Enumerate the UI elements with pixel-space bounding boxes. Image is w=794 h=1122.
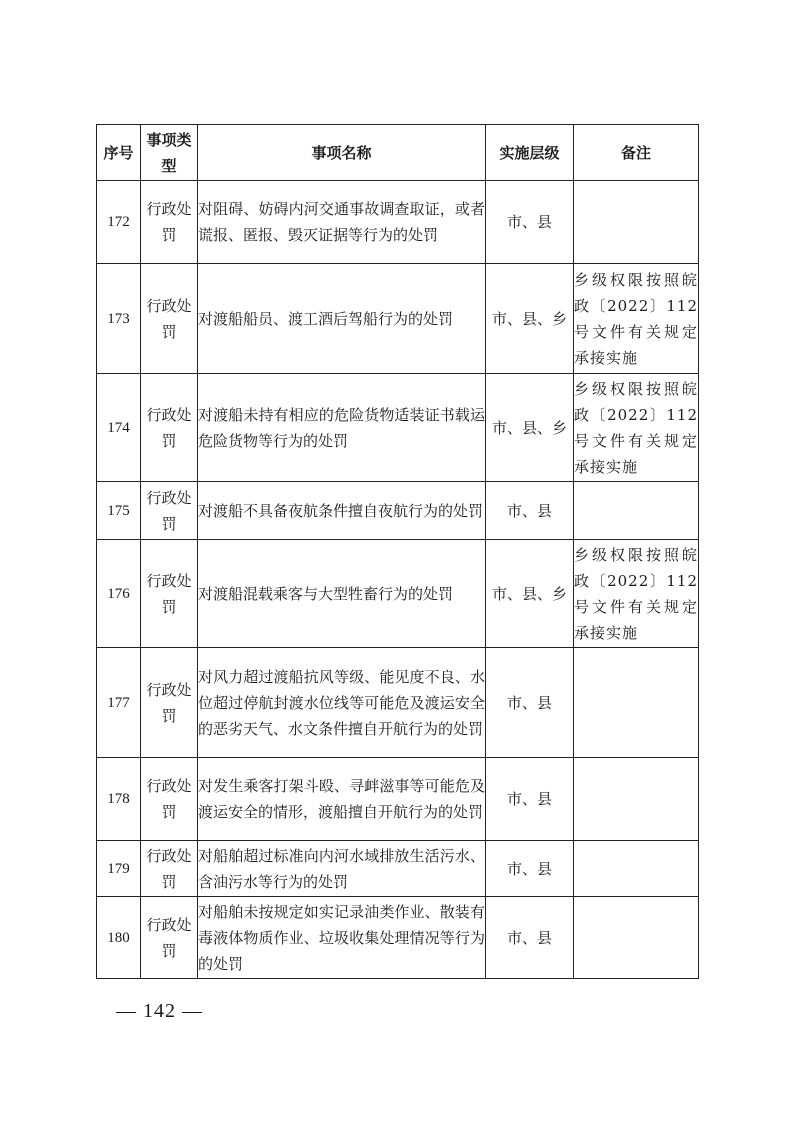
cell-no: 175	[97, 482, 141, 540]
header-name: 事项名称	[198, 125, 486, 181]
cell-type: 行政处罚	[141, 482, 198, 540]
cell-type: 行政处罚	[141, 181, 198, 264]
cell-no: 172	[97, 181, 141, 264]
cell-name: 对渡船不具备夜航条件擅自夜航行为的处罚	[198, 482, 486, 540]
cell-no: 180	[97, 897, 141, 979]
cell-note	[574, 841, 699, 897]
cell-type: 行政处罚	[141, 374, 198, 482]
header-level: 实施层级	[486, 125, 574, 181]
cell-name: 对风力超过渡船抗风等级、能见度不良、水位超过停航封渡水位线等可能危及渡运安全的恶劣天气、水文条件擅自开航行为的处罚	[198, 648, 486, 758]
table-row	[97, 181, 699, 264]
table-row	[97, 758, 699, 841]
table-row	[97, 482, 699, 540]
cell-type: 行政处罚	[141, 540, 198, 648]
cell-note: 乡级权限按照皖政〔2022〕112号文件有关规定承接实施	[574, 264, 699, 374]
cell-type: 行政处罚	[141, 897, 198, 979]
cell-type: 行政处罚	[141, 648, 198, 758]
cell-name: 对船舶超过标准向内河水域排放生活污水、含油污水等行为的处罚	[198, 841, 486, 897]
cell-no: 174	[97, 374, 141, 482]
cell-no: 177	[97, 648, 141, 758]
cell-note	[574, 897, 699, 979]
cell-name: 对渡船混载乘客与大型牲畜行为的处罚	[198, 540, 486, 648]
cell-type: 行政处罚	[141, 841, 198, 897]
cell-note	[574, 648, 699, 758]
cell-level: 市、县	[486, 482, 574, 540]
cell-no: 176	[97, 540, 141, 648]
cell-name: 对船舶未按规定如实记录油类作业、散装有毒液体物质作业、垃圾收集处理情况等行为的处罚	[198, 897, 486, 979]
table-row	[97, 897, 699, 979]
cell-type: 行政处罚	[141, 758, 198, 841]
cell-note	[574, 482, 699, 540]
table-row	[97, 540, 699, 648]
cell-no: 179	[97, 841, 141, 897]
cell-name: 对渡船船员、渡工酒后驾船行为的处罚	[198, 264, 486, 374]
cell-note	[574, 181, 699, 264]
cell-note: 乡级权限按照皖政〔2022〕112号文件有关规定承接实施	[574, 540, 699, 648]
table-row	[97, 648, 699, 758]
cell-no: 173	[97, 264, 141, 374]
cell-level: 市、县	[486, 648, 574, 758]
table-row	[97, 841, 699, 897]
cell-level: 市、县	[486, 841, 574, 897]
header-note: 备注	[574, 125, 699, 181]
cell-name: 对阻碍、妨碍内河交通事故调查取证，或者谎报、匿报、毁灭证据等行为的处罚	[198, 181, 486, 264]
table-row	[97, 264, 699, 374]
cell-no: 178	[97, 758, 141, 841]
cell-level: 市、县	[486, 897, 574, 979]
matters-table	[96, 124, 699, 979]
cell-level: 市、县、乡	[486, 540, 574, 648]
cell-note	[574, 758, 699, 841]
table-row	[97, 374, 699, 482]
header-no: 序号	[97, 125, 141, 181]
cell-level: 市、县、乡	[486, 264, 574, 374]
cell-level: 市、县、乡	[486, 374, 574, 482]
cell-name: 对发生乘客打架斗殴、寻衅滋事等可能危及渡运安全的情形，渡船擅自开航行为的处罚	[198, 758, 486, 841]
cell-type: 行政处罚	[141, 264, 198, 374]
page-number: — 142 —	[116, 1000, 203, 1022]
table-header-row	[97, 125, 699, 181]
cell-level: 市、县	[486, 181, 574, 264]
header-type: 事项类型	[141, 125, 198, 181]
cell-name: 对渡船未持有相应的危险货物适装证书载运危险货物等行为的处罚	[198, 374, 486, 482]
cell-note: 乡级权限按照皖政〔2022〕112号文件有关规定承接实施	[574, 374, 699, 482]
cell-level: 市、县	[486, 758, 574, 841]
